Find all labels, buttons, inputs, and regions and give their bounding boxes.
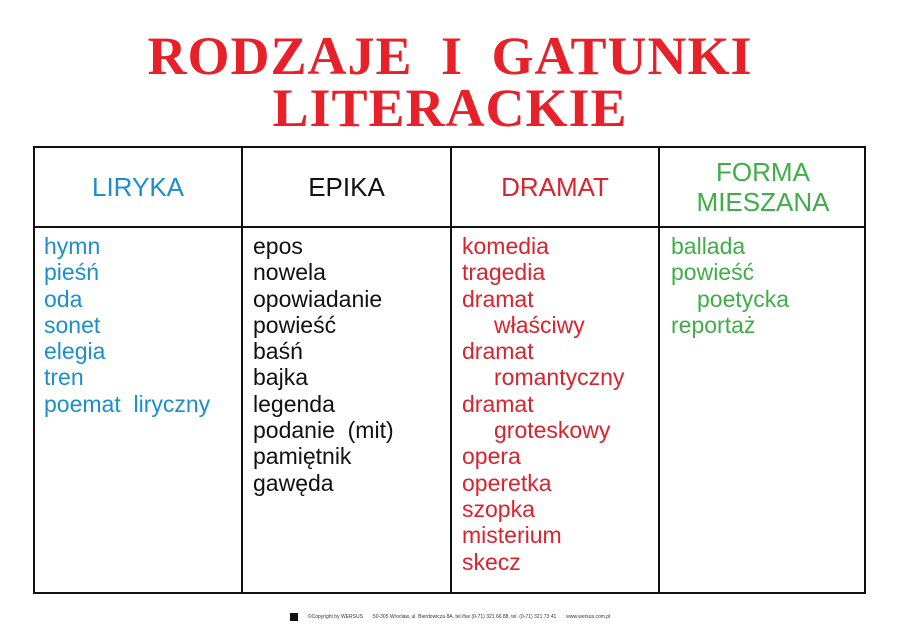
title-line-2: LITERACKIE [272, 78, 628, 138]
list-item: dramat [462, 338, 534, 365]
list-item: szopka [462, 495, 535, 522]
list-item: powieść [253, 311, 337, 338]
list-item: romantyczny [494, 364, 625, 391]
list-item: dramat [462, 390, 534, 417]
publisher-logo-icon [290, 613, 298, 621]
footer-copyright: ©Copyright by WERSUS [307, 614, 363, 620]
list-item: hymn [44, 233, 101, 259]
list-item: właściwy [494, 311, 585, 338]
list-item: epos [253, 233, 303, 259]
list-item: legenda [253, 390, 335, 417]
list-item: ballada [671, 233, 746, 259]
list-item: sonet [44, 311, 101, 338]
list-item: skecz [462, 548, 521, 575]
footer-address: 50-305 Wrocław, ul. Bierdowicza 8A, tel./fax (0-71) 321 66 88, tel. (0-71) 321 73 41 [372, 614, 557, 620]
list-item: tragedia [462, 259, 546, 286]
list-item: powieść [671, 259, 755, 286]
list-item: bajka [253, 364, 308, 391]
list-item: opowiadanie [253, 285, 383, 312]
list-item: poetycka [697, 285, 790, 312]
list-epika [253, 233, 394, 496]
list-item: operetka [462, 469, 552, 496]
header-epika: EPIKA [308, 172, 385, 202]
list-item: groteskowy [494, 417, 611, 444]
list-item: pieśń [44, 259, 99, 286]
header-dramat: DRAMAT [501, 172, 609, 202]
title-line-1: RODZAJE I GATUNKI [147, 26, 753, 86]
poster-title [0, 26, 900, 138]
list-item: elegia [44, 338, 106, 365]
list-item: misterium [462, 522, 562, 549]
list-item: pamiętnik [253, 443, 352, 470]
list-dramat [462, 233, 624, 575]
footer-website: www.wersus.com.pl [566, 614, 611, 620]
list-item: tren [44, 364, 84, 391]
header-liryka: LIRYKA [91, 172, 184, 202]
list-item: dramat [462, 285, 534, 312]
list-item: baśń [253, 338, 303, 365]
list-item: opera [462, 443, 521, 470]
list-item: podanie (mit) [253, 417, 394, 444]
list-item: komedia [462, 233, 549, 259]
list-liryka [44, 233, 210, 417]
header-forma-line-2: MIESZANA [696, 187, 830, 217]
header-forma-mieszana [660, 148, 866, 226]
list-item: oda [44, 285, 83, 312]
list-item: nowela [253, 259, 326, 286]
list-item: poemat liryczny [44, 390, 211, 417]
footer [0, 613, 900, 621]
list-item: reportaż [671, 311, 756, 338]
list-item: gawęda [253, 469, 334, 496]
header-forma-line-1: FORMA [716, 157, 810, 187]
genres-table [33, 146, 866, 594]
list-forma-mieszana [671, 233, 789, 338]
